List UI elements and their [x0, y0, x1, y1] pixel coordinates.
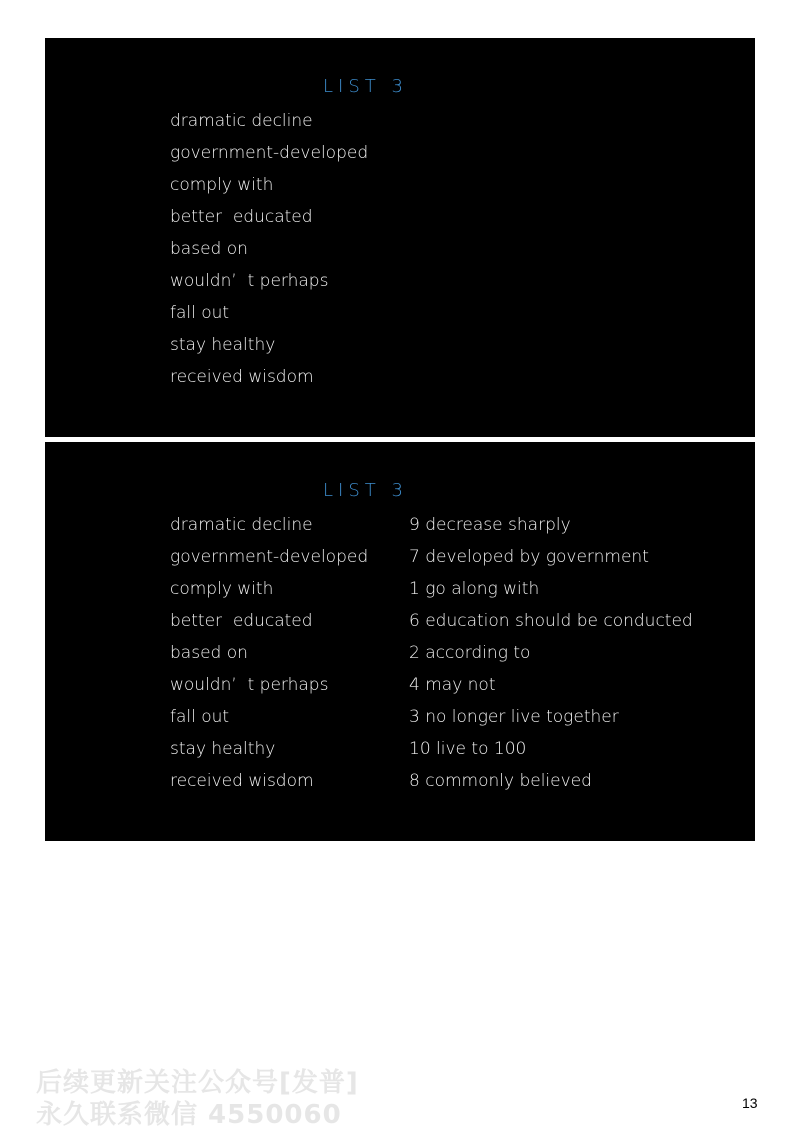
slide-title: LIST 3 — [323, 480, 408, 501]
definition-item: 1 go along with — [409, 579, 540, 599]
slide-title: LIST 3 — [323, 76, 408, 97]
term-item: better educated — [170, 207, 313, 227]
definition-item: 9 decrease sharply — [409, 515, 571, 535]
term-item: comply with — [170, 579, 274, 599]
definition-item: 6 education should be conducted — [409, 611, 693, 631]
term-item: government-developed — [170, 143, 369, 163]
page-number: 13 — [742, 1095, 758, 1111]
term-item: fall out — [170, 303, 230, 323]
term-item: wouldn’ t perhaps — [170, 675, 329, 695]
term-item: received wisdom — [170, 771, 314, 791]
term-item: received wisdom — [170, 367, 314, 387]
term-item: government-developed — [170, 547, 369, 567]
term-item: fall out — [170, 707, 230, 727]
definition-item: 4 may not — [409, 675, 496, 695]
watermark-line-2: 永久联系微信 4550060 — [36, 1100, 342, 1130]
definition-item: 7 developed by government — [409, 547, 649, 567]
definition-list — [409, 509, 693, 797]
term-item: stay healthy — [170, 739, 276, 759]
definition-item: 2 according to — [409, 643, 531, 663]
term-item: better educated — [170, 611, 313, 631]
slide-1 — [45, 38, 755, 437]
definition-item: 10 live to 100 — [409, 739, 527, 759]
term-list — [170, 509, 368, 797]
watermark-line-1: 后续更新关注公众号[发普] — [36, 1068, 359, 1098]
term-item: based on — [170, 643, 248, 663]
slide-2 — [45, 442, 755, 841]
term-item: wouldn’ t perhaps — [170, 271, 329, 291]
definition-item: 3 no longer live together — [409, 707, 619, 727]
term-item: stay healthy — [170, 335, 276, 355]
definition-item: 8 commonly believed — [409, 771, 592, 791]
term-item: comply with — [170, 175, 274, 195]
term-item: dramatic decline — [170, 111, 313, 131]
term-item: dramatic decline — [170, 515, 313, 535]
term-list — [170, 105, 368, 393]
term-item: based on — [170, 239, 248, 259]
